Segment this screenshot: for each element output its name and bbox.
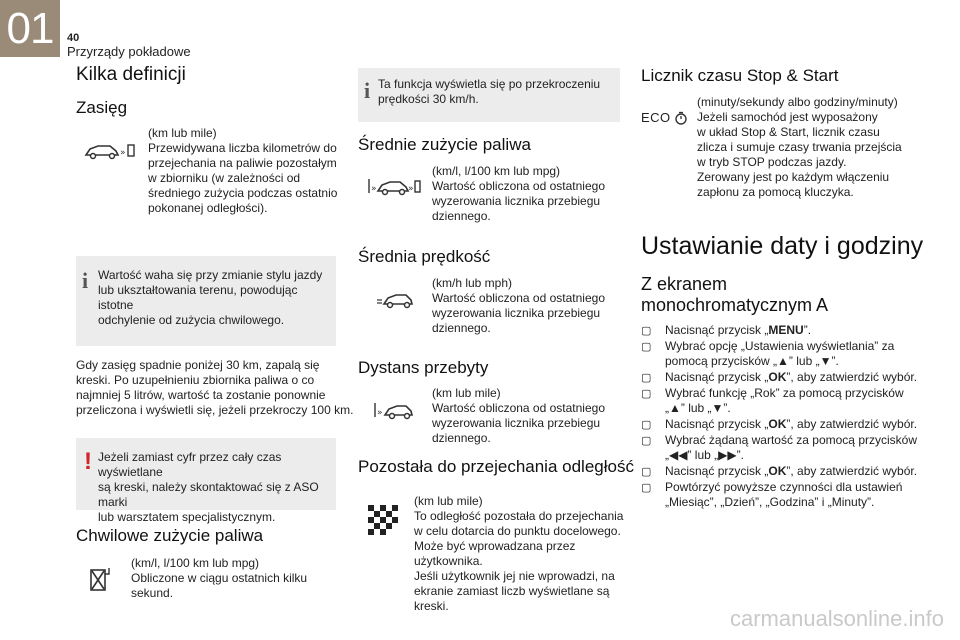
pozostala-description: (km lub mile) To odległość pozostała do przejechania w celu dotarcia do punktu docelowego. Może być wprowadzana przez użytkownika. Jeśli użytkownik jej nie wprowadzi, na ekranie zamiast liczb wyświetlane są kreski. (414, 494, 624, 613)
step-item: ▢ Nacisnąć przycisk „OK”, aby zatwierdzić wybór. (641, 370, 918, 384)
info-icon: i (82, 268, 89, 293)
checkbox-bullet-icon: ▢ (641, 435, 652, 447)
instant-consumption-icon (88, 565, 112, 593)
step-item: ▢ Nacisnąć przycisk „MENU”. (641, 323, 812, 337)
heading-zasieg: Zasięg (76, 98, 128, 117)
dystans-description: (km lub mile) Wartość obliczona od ostatniego wyzerowania licznika przebiegu dziennego. (432, 386, 605, 445)
step-item: ▢ Powtórzyć powyższe czynności dla ustawień „Miesiąc”, „Dzień”, „Godzina” i „Minuty”. (641, 480, 903, 509)
heading-srednia-predkosc: Średnia prędkość (358, 247, 491, 266)
info-box-speed: i Ta funkcja wyświetla się po przekroczeniu prędkości 30 km/h. (358, 68, 620, 122)
zasieg-paragraph: Gdy zasięg spadnie poniżej 30 km, zapalą się kreski. Po uzupełnieniu zbiornika paliwa o co najmniej 5 litrów, wartość ta zostanie ponownie przeliczona i wyświetli się, jeżeli przekroczy 100 km. (76, 358, 354, 417)
heading-srednie-zuzycie: Średnie zużycie paliwa (358, 135, 531, 154)
info-box-zasieg: i Wartość waha się przy zmianie stylu jazdy lub ukształtowania terenu, powodując istotne odchylenie od zużycia chwilowego. (76, 256, 336, 346)
checkbox-bullet-icon: ▢ (641, 372, 652, 384)
date-time-steps-list (641, 323, 941, 511)
warning-box: ! Jeżeli zamiast cyfr przez cały czas wyświetlane są kreski, należy skontaktować się z ASO marki lub warsztatem specjalistycznym. (76, 438, 336, 510)
heading-kilka-definicji: Kilka definicji (76, 64, 186, 85)
step-item: ▢ Nacisnąć przycisk „OK”, aby zatwierdzić wybór. (641, 464, 918, 478)
heading-pozostala: Pozostała do przejechania odległość (358, 457, 634, 476)
stopwatch-icon (674, 111, 688, 125)
average-consumption-icon (366, 176, 422, 198)
checkbox-bullet-icon: ▢ (641, 482, 652, 494)
average-speed-car-icon (376, 290, 414, 310)
heading-z-ekranem: Z ekranem monochromatycznym A (641, 274, 829, 315)
heading-ustawianie: Ustawianie daty i godziny (641, 232, 924, 260)
checkbox-bullet-icon: ▢ (641, 419, 652, 431)
svg-text:»: » (371, 184, 377, 194)
licznik-description: (minuty/sekundy albo godziny/minuty) Jeżeli samochód jest wyposażony w układ Stop & Start, licznik czasu zlicza i sumuje czasy trwania przejścia w tryb STOP podczas jazdy. Zerowany jest po każdym włączeniu zapłonu za pomocą kluczyka. (697, 95, 902, 199)
checkbox-bullet-icon: ▢ (641, 388, 652, 400)
step-item: ▢ Wybrać funkcję „Rok” za pomocą przycisków „▲” lub „▼”. (641, 386, 904, 415)
chwilowe-description: (km/l, l/100 km lub mpg) Obliczone w ciągu ostatnich kilku sekund. (131, 556, 308, 600)
distance-travelled-icon (372, 400, 414, 422)
chapter-badge: 01 (0, 0, 60, 57)
predkosc-description: (km/h lub mph) Wartość obliczona od ostatniego wyzerowania licznika przebiegu dziennego. (432, 276, 605, 335)
heading-dystans: Dystans przebyty (358, 358, 489, 377)
zasieg-description: (km lub mile) Przewidywana liczba kilometrów do przejechania na paliwie pozostałym w zbiorniku (w zależności od średniego zużycia podczas ostatnio pokonanej odległości). (148, 126, 338, 215)
svg-text:»: » (408, 184, 414, 194)
watermark: carmanualsonline.info (729, 606, 944, 631)
svg-text:»: » (377, 408, 383, 418)
range-car-fuel-icon (84, 140, 136, 162)
page-number: 40 (67, 32, 80, 44)
checkered-flag-icon (366, 503, 400, 537)
section-title: Przyrządy pokładowe (67, 44, 191, 59)
step-item: ▢ Wybrać opcję „Ustawienia wyświetlania” za pomocą przycisków „▲” lub „▼”. (641, 339, 895, 368)
heading-chwilowe: Chwilowe zużycie paliwa (76, 526, 264, 545)
checkbox-bullet-icon: ▢ (641, 325, 652, 337)
step-item: ▢ Nacisnąć przycisk „OK”, aby zatwierdzić wybór. (641, 417, 918, 431)
warning-exclamation-icon: ! (84, 448, 92, 475)
svg-text:»: » (120, 148, 126, 158)
info-icon: i (364, 78, 371, 103)
heading-licznik: Licznik czasu Stop & Start (641, 66, 839, 85)
checkbox-bullet-icon: ▢ (641, 341, 652, 353)
srednie-description: (km/l, l/100 km lub mpg) Wartość obliczona od ostatniego wyzerowania licznika przebiegu dziennego. (432, 164, 605, 223)
step-item: ▢ Wybrać żądaną wartość za pomocą przycisków „◀◀” lub „▶▶”. (641, 433, 917, 462)
checkbox-bullet-icon: ▢ (641, 466, 652, 478)
eco-timer-icon: ECO (641, 110, 688, 125)
